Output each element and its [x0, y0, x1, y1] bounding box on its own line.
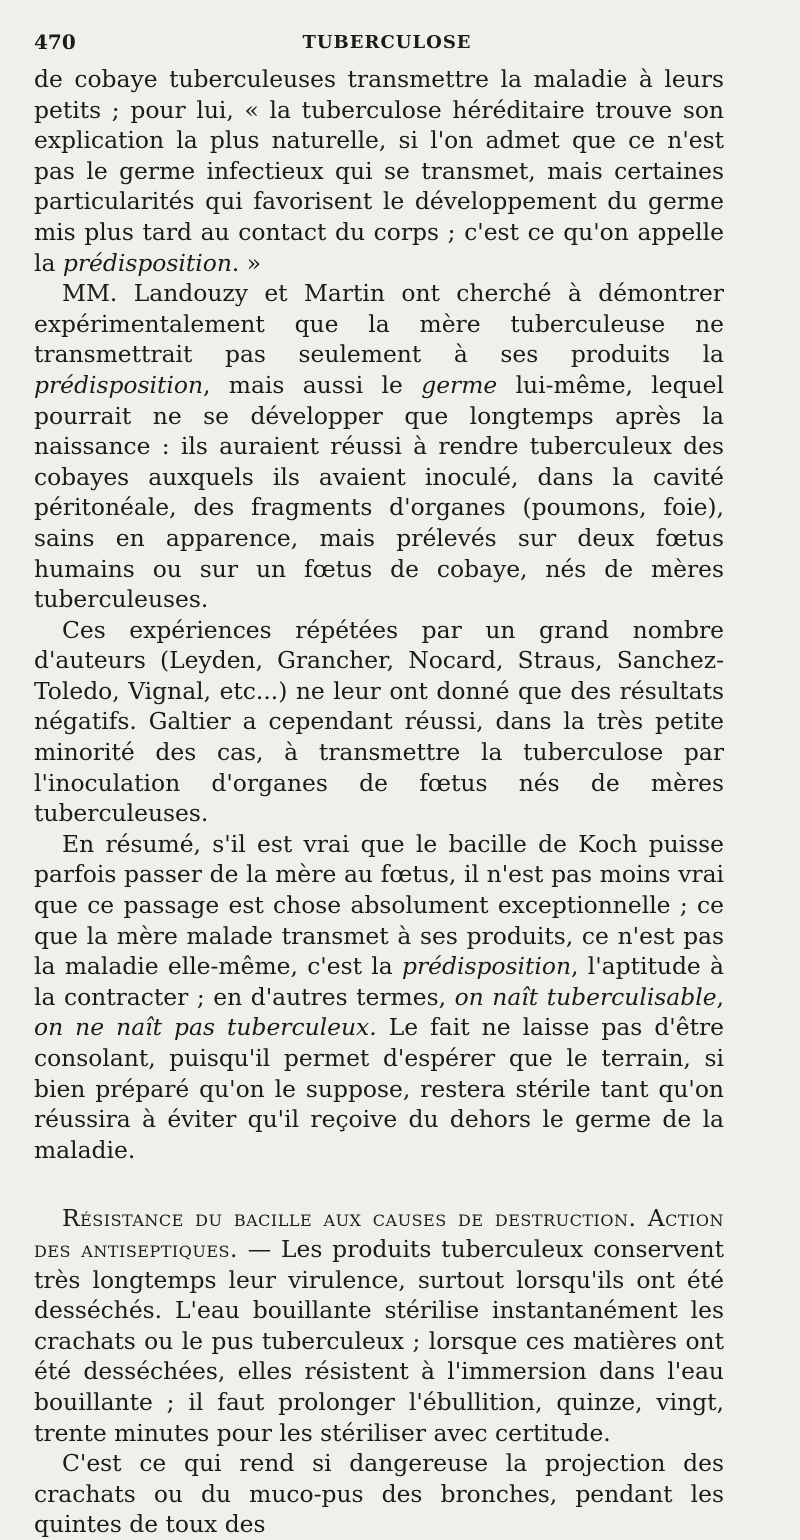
text-run: Le fait ne laisse pas d'être consolant, puisqu'il permet d'espérer que le terrain, si bien préparé qu'on le suppose, restera stérile tant qu'on réussira à éviter qu'il reçoive du dehors le germe de la maladie.: [34, 1013, 724, 1164]
italic-text: germe: [421, 370, 498, 399]
text-run: ,: [716, 982, 724, 1011]
text-run: En résumé, s'il est vrai que le bacille de Koch puisse parfois passer de la mère au fœtus, il n'est pas moins vrai que ce passage est chose absolument exceptionnelle ; ce que la mère malade transmet à ses produits, ce n'est pas la maladie elle-même, c'est la: [34, 829, 724, 981]
running-title: TUBERCULOSE: [302, 32, 472, 53]
text-run: Ces expériences répétées par un grand nombre d'auteurs (Leyden, Grancher, Nocard, Straus, Sanchez-Toledo, Vignal, etc...) ne leur ont donné que des résultats négatifs. Galtier a cependant réussi, dans la très petite minorité des cas, à transmettre la tuberculose par l'inoculation d'organes de fœtus nés de mères tuberculeuses.: [34, 615, 724, 828]
text-run: . »: [231, 248, 262, 277]
text-run: C'est ce qui rend si dangereuse la projection des crachats ou du muco-pus des bronches, pendant les quintes de toux des: [34, 1449, 724, 1539]
italic-text: prédisposition: [62, 248, 232, 277]
paragraph-p3: [34, 615, 724, 829]
page-header: [34, 30, 740, 60]
italic-text: on naît tuberculisable: [454, 982, 717, 1011]
text-run: , l'aptitude à la contracter ; en d'autres termes,: [34, 952, 724, 1011]
paragraph-p6: [34, 1448, 724, 1540]
paragraph-p5: [34, 1203, 724, 1448]
section-gap: [34, 1165, 724, 1203]
text-run: lui-même, lequel pourrait ne se développer que longtemps après la naissance : ils auraient réussi à rendre tuberculeux des cobayes auxquels ils avaient inoculé, dans la cavité péritonéale, des fragments d'organes (poumons, foie), sains en apparence, mais prélevés sur deux fœtus humains ou sur un fœtus de cobaye, nés de mères tuberculeuses.: [34, 370, 725, 614]
paragraph-p2: [34, 278, 724, 615]
page-number: 470: [34, 30, 76, 54]
paragraph-p4: [34, 829, 724, 1166]
text-run: de cobaye tuberculeuses transmettre la maladie à leurs petits ; pour lui, « la tuberculose héréditaire trouve son explication la plus naturelle, si l'on admet que ce n'est pas le germe infectieux qui se transmet, mais certaines particularités qui favorisent le développement du germe mis plus tard au contact du corps ; c'est ce qu'on appelle la: [34, 65, 724, 277]
text-run: — Les produits tuberculeux conservent très longtemps leur virulence, surtout lorsqu'ils ont été desséchés. L'eau bouillante stérilise instantanément les crachats ou le pus tuberculeux ; lorsque ces matières ont été desséchées, elles résistent à l'immersion dans l'eau bouillante ; il faut prolonger l'ébullition, quinze, vingt, trente minutes pour les stériliser avec certitude.: [34, 1234, 724, 1447]
section-heading: Résistance du bacille aux causes de destruction. Action des antiseptiques.: [34, 1204, 724, 1263]
paragraph-p1: [34, 64, 724, 278]
body-text: [34, 64, 724, 1540]
italic-text: prédisposition: [402, 952, 572, 981]
text-run: MM. Landouzy et Martin ont cherché à démontrer expérimentalement que la mère tuberculeuse ne transmettrait pas seulement à ses produits la: [34, 279, 724, 369]
italic-text: prédisposition: [34, 370, 204, 399]
italic-text: on ne naît pas tuberculeux.: [34, 1013, 377, 1042]
text-run: , mais aussi le: [203, 370, 422, 399]
